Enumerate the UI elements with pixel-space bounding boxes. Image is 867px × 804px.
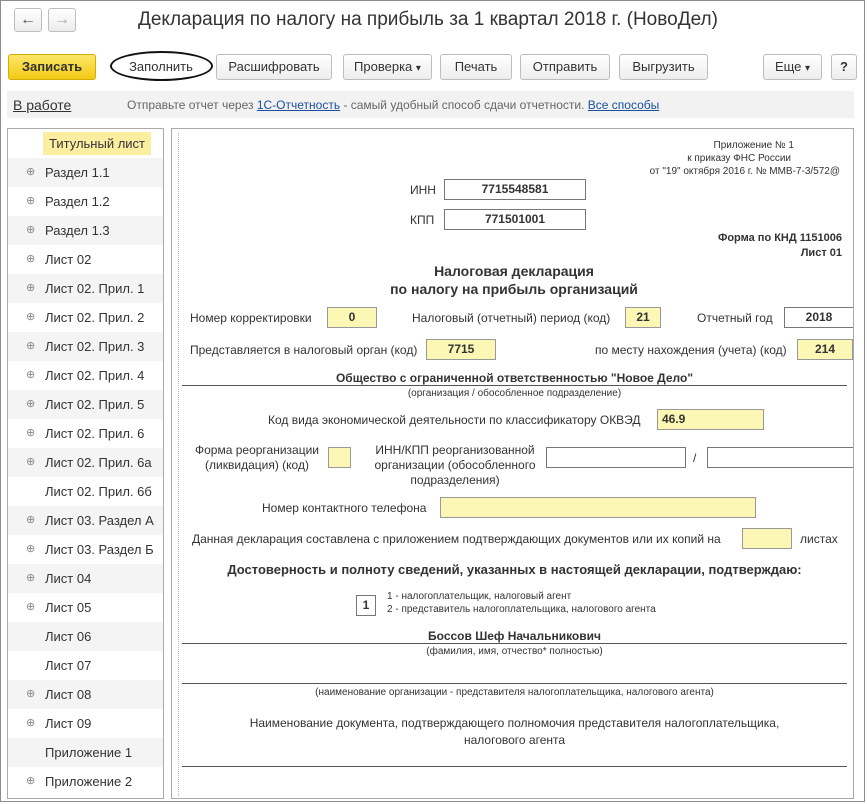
reorg-inn-field[interactable] [546,447,686,468]
expand-icon[interactable]: ⊕ [26,224,36,236]
expand-icon[interactable]: ⊕ [26,717,36,729]
sidebar-item-sheet-04[interactable]: ⊕ Лист 04 [8,564,163,593]
back-button[interactable] [14,8,42,32]
sheet-label: Лист 01 [800,247,842,259]
export-button[interactable]: Выгрузить [619,54,708,80]
expand-icon[interactable]: ⊕ [26,572,36,584]
sidebar-item-appendix-2[interactable]: ⊕ Приложение 2 [26,774,133,789]
org-underline [182,385,847,386]
expand-icon[interactable]: ⊕ [26,282,36,294]
sidebar-item-sheet-02-app-6a[interactable]: ⊕ Лист 02. Прил. 6а [8,448,163,477]
kpp-label: КПП [410,213,435,227]
info-message [127,98,659,112]
expand-icon[interactable]: ⊕ [26,688,36,700]
reorg-innkpp-label-1: ИНН/КПП реорганизованной [375,443,535,457]
pages-label: Данная декларация составлена с приложением подтверждающих документов или их копий на [192,532,721,546]
person-caption: (фамилия, имя, отчество* полностью) [426,646,603,657]
pages-suffix: листах [800,532,838,546]
check-label: Проверка [354,59,413,74]
reorg-label-2: (ликвидация) (код) [205,458,309,472]
info-text-after: - самый удобный способ сдачи отчетности. [340,98,588,112]
expand-icon[interactable]: ⊕ [26,311,36,323]
1c-reporting-link[interactable]: 1С-Отчетность [256,98,341,112]
expand-icon[interactable]: ⊕ [26,195,36,207]
more-label: Еще [774,59,802,74]
sidebar-item-section-1-1[interactable]: ⊕ Раздел 1.1 [8,158,163,187]
sidebar-item-sheet-05[interactable]: ⊕ Лист 05 [26,600,92,615]
sidebar-item-section-1-2[interactable]: ⊕ Раздел 1.2 [26,194,110,209]
reorg-form-field[interactable] [328,447,351,468]
sidebar-item-sheet-03-section-b[interactable]: ⊕ Лист 03. Раздел Б [26,542,154,557]
chevron-down-icon: ▾ [805,63,811,74]
heading-line-2: по налогу на прибыль организаций [390,281,638,297]
sidebar-item-sheet-02-app-3[interactable]: ⊕ Лист 02. Прил. 3 [8,332,163,361]
help-button[interactable]: ? [831,54,857,80]
expand-icon[interactable]: ⊕ [26,166,36,178]
sidebar-item-sheet-06[interactable]: Лист 06 [8,622,163,651]
sidebar-item-sheet-02-app-6b[interactable]: Лист 02. Прил. 6б [45,484,152,499]
chevron-down-icon: ▾ [415,63,421,74]
sidebar-item-sheet-02-app-1[interactable]: ⊕ Лист 02. Прил. 1 [8,274,163,303]
expand-icon[interactable]: ⊕ [26,543,36,555]
kpp-field[interactable]: 771501001 [444,209,586,230]
sections-sidebar [7,128,164,799]
expand-icon[interactable]: ⊕ [26,775,36,787]
tax-authority-field[interactable]: 7715 [426,339,496,360]
appendix-line-3: от "19" октября 2016 г. № ММВ-7-3/572@ [649,166,840,177]
sidebar-item-sheet-02[interactable]: ⊕ Лист 02 [26,252,92,267]
sidebar-item-sheet-09[interactable]: ⊕ Лист 09 [26,716,92,731]
decode-button[interactable]: Расшифровать [216,54,332,80]
doc-label-2: налогового агента [463,733,566,747]
sidebar-item-appendix-1[interactable]: Приложение 1 [8,738,163,767]
tax-authority-label: Представляется в налоговый орган (код) [190,343,418,357]
info-text-before: Отправьте отчет через [127,98,257,112]
reorg-label-1: Форма реорганизации [195,443,319,457]
reorg-innkpp-label-3: подразделения) [410,473,500,487]
reorg-kpp-field[interactable] [707,447,854,468]
rep-org-underline [182,683,847,684]
heading-line-1: Налоговая декларация [434,263,594,279]
confirm-heading: Достоверность и полноту сведений, указанных в настоящей декларации, подтверждаю: [227,562,802,577]
expand-icon[interactable]: ⊕ [26,601,36,613]
print-button[interactable]: Печать [440,54,512,80]
inn-label: ИНН [410,183,436,197]
more-button[interactable] [763,54,822,80]
check-button[interactable] [343,54,432,80]
save-button[interactable]: Записать [8,54,96,80]
okved-field[interactable]: 46.9 [657,409,764,430]
period-label: Налоговый (отчетный) период (код) [412,311,611,325]
year-label: Отчетный год [697,311,773,325]
expand-icon[interactable]: ⊕ [26,427,36,439]
window-title: Декларация по налогу на прибыль за 1 квартал 2018 г. (НовоДел) [138,9,718,30]
sidebar-item-sheet-02-app-2[interactable]: ⊕ Лист 02. Прил. 2 [26,310,145,325]
appendix-line-2: к приказу ФНС России [687,153,791,164]
inn-field[interactable]: 7715548581 [444,179,586,200]
correction-label: Номер корректировки [190,311,312,325]
doc-label-1: Наименование документа, подтверждающего полномочия представителя налогоплательщика, [249,716,780,730]
appendix-line-1: Приложение № 1 [713,140,794,151]
year-field[interactable]: 2018 [784,307,854,328]
person-underline [182,643,847,644]
okved-label: Код вида экономической деятельности по классификатору ОКВЭД [268,413,641,427]
expand-icon[interactable]: ⊕ [26,398,36,410]
send-button[interactable]: Отправить [520,54,610,80]
doc-underline [182,766,847,767]
sidebar-item-section-1-3[interactable]: ⊕ Раздел 1.3 [8,216,163,245]
expand-icon[interactable]: ⊕ [26,369,36,381]
sidebar-item-sheet-02-app-4[interactable]: ⊕ Лист 02. Прил. 4 [26,368,145,383]
highlight-ellipse [110,51,213,81]
location-field[interactable]: 214 [797,339,853,360]
org-name: Общество с ограниченной ответственностью "Новое Дело" [335,371,694,385]
expand-icon[interactable]: ⊕ [26,340,36,352]
reorg-innkpp-label-2: организации (обособленного [374,458,536,472]
phone-label: Номер контактного телефона [262,501,427,515]
confirm-option-2: 2 - представитель налогоплательщика, налогового агента [387,604,656,615]
phone-field[interactable] [440,497,756,518]
knd-label: Форма по КНД 1151006 [717,232,842,244]
sidebar-item-sheet-02-app-6[interactable]: ⊕ Лист 02. Прил. 6 [26,426,145,441]
sidebar-item-title-page[interactable]: Титульный лист [8,129,163,158]
sidebar-item-sheet-02-app-5[interactable]: ⊕ Лист 02. Прил. 5 [8,390,163,419]
sidebar-item-sheet-08[interactable]: ⊕ Лист 08 [8,680,163,709]
rep-org-caption: (наименование организации - представителя налогоплательщика, налогового агента) [315,687,714,698]
form-margin-line [178,133,179,796]
forward-button[interactable] [48,8,76,32]
expand-icon[interactable]: ⊕ [26,253,36,265]
sidebar-item-sheet-07[interactable]: Лист 07 [45,658,92,673]
arrow-right-icon: → [54,11,70,28]
all-methods-link[interactable]: Все способы [587,98,660,112]
person-name: Боссов Шеф Начальникович [428,629,601,643]
pages-field[interactable] [742,528,792,549]
sidebar-item-sheet-03-section-a[interactable]: ⊕ Лист 03. Раздел А [8,506,163,535]
expand-icon[interactable]: ⊕ [26,514,36,526]
fill-button[interactable]: Заполнить [129,59,193,74]
location-label: по месту нахождения (учета) (код) [595,343,787,357]
org-caption: (организация / обособленное подразделение) [407,388,622,399]
slash-separator: / [693,451,697,465]
status-link[interactable]: В работе [13,97,72,113]
confirm-option-1: 1 - налогоплательщик, налоговый агент [387,591,572,602]
expand-icon[interactable]: ⊕ [26,456,36,468]
correction-field[interactable]: 0 [327,307,377,328]
period-field[interactable]: 21 [625,307,661,328]
confirm-field[interactable]: 1 [356,595,376,616]
declaration-form [171,128,854,799]
arrow-left-icon: ← [20,11,36,28]
